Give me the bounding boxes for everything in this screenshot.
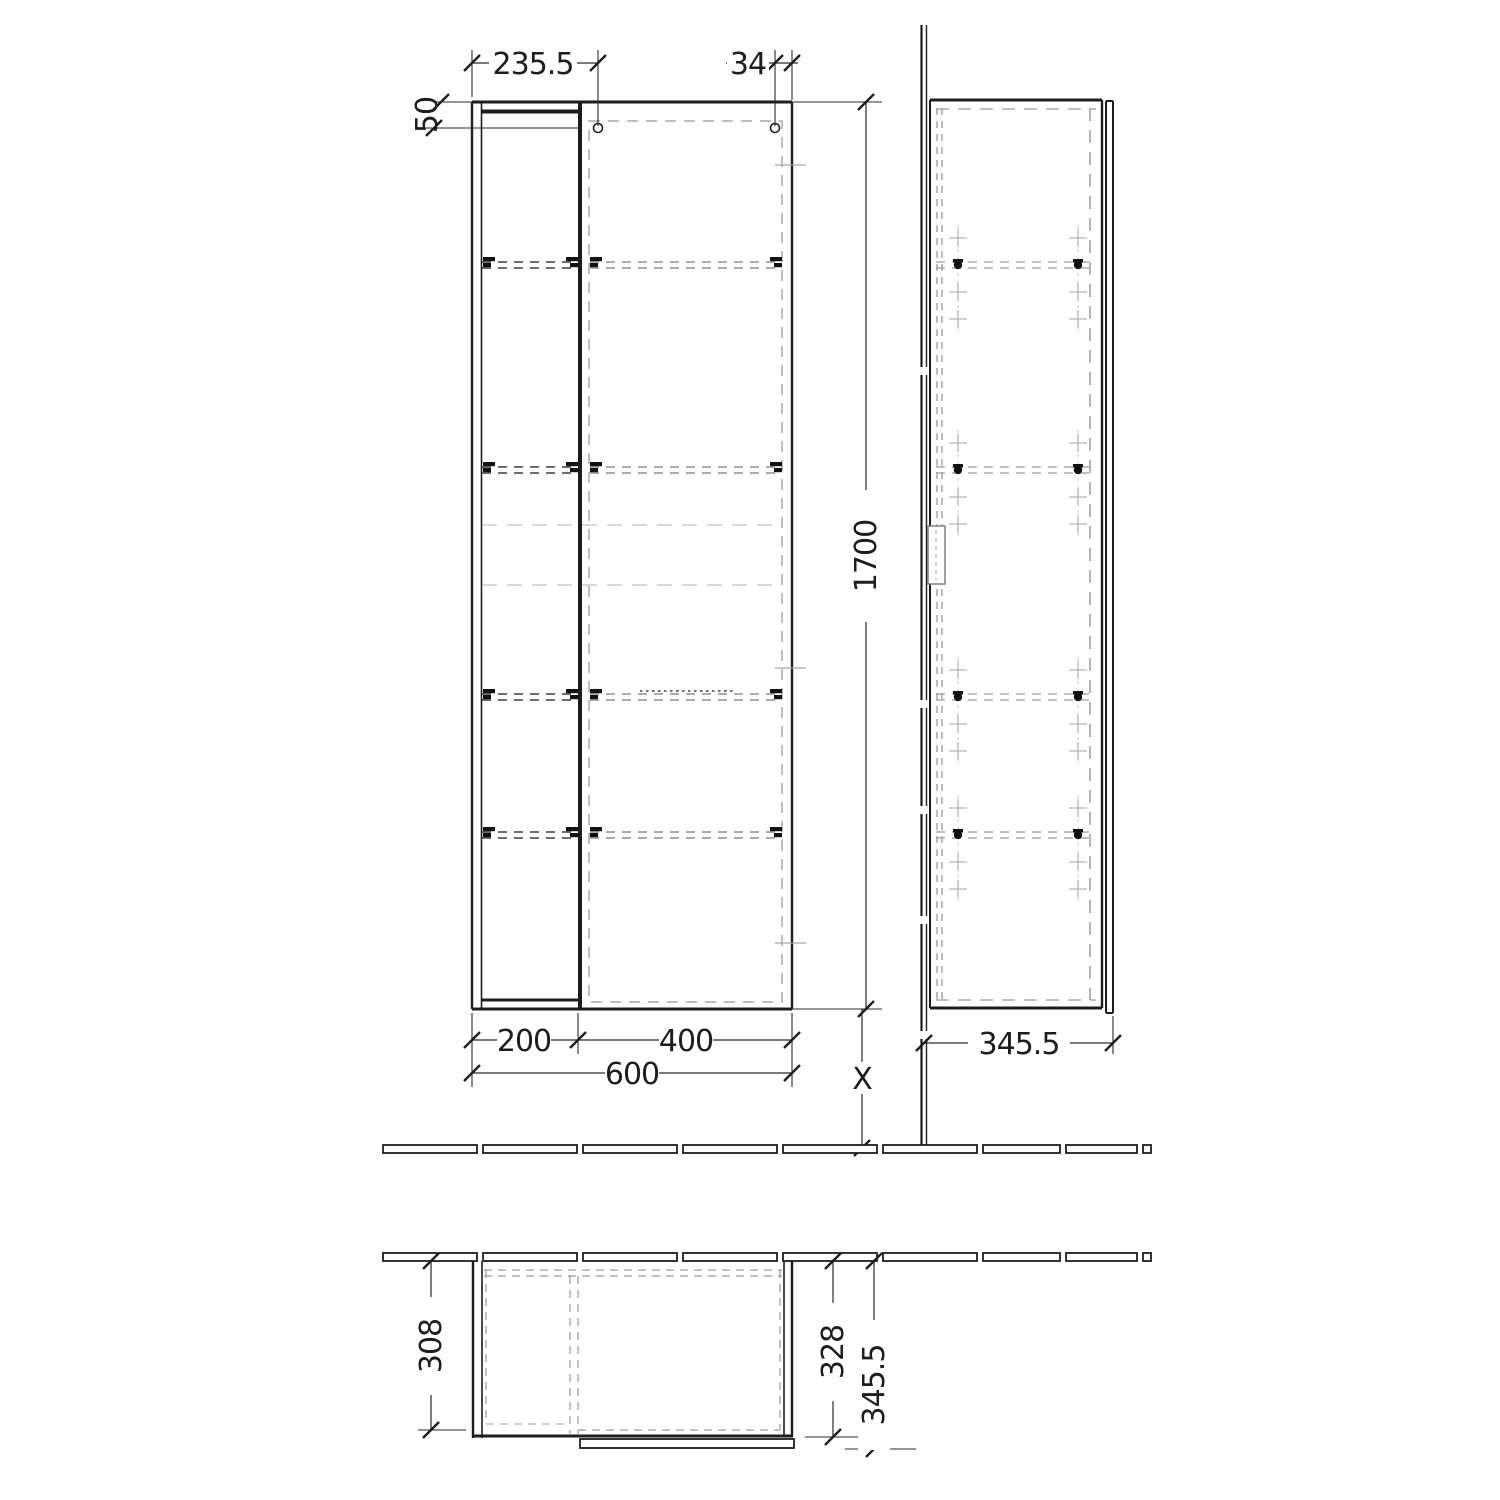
floor-segment xyxy=(983,1145,1060,1153)
front-shelves xyxy=(482,257,782,838)
wall-segment xyxy=(883,1253,977,1261)
floor-segment xyxy=(683,1145,777,1153)
dim-hole-offset-left-label: 235.5 xyxy=(492,47,574,82)
front-shelf-row xyxy=(482,827,782,838)
dim-hole-offset-right xyxy=(726,47,800,126)
plan-hidden-lines xyxy=(484,1270,782,1434)
dim-side-depth xyxy=(916,1016,1121,1062)
front-mounting-holes xyxy=(594,124,780,133)
floor-segment xyxy=(1066,1145,1137,1153)
dim-door-width-label: 400 xyxy=(658,1024,714,1059)
floor-segment xyxy=(483,1145,577,1153)
dim-plan-total-depth xyxy=(845,1253,916,1457)
side-wall-line xyxy=(922,25,927,1148)
dim-plan-carcass-depth-label: 328 xyxy=(816,1324,851,1380)
dim-plan-total-depth-label: 345.5 xyxy=(857,1344,892,1426)
floor-segment xyxy=(583,1145,677,1153)
dim-hole-offset-top xyxy=(410,94,581,136)
dim-hole-offset-right-label: 34 xyxy=(729,47,767,82)
front-alt-shelf-positions xyxy=(482,525,782,691)
front-cabinet-outline xyxy=(472,102,792,1009)
plan-door-panel xyxy=(580,1439,794,1448)
dim-hole-offset-left xyxy=(464,47,606,126)
plan-wall-line xyxy=(383,1253,1151,1261)
floor-segment xyxy=(383,1145,477,1153)
floor-segment xyxy=(783,1145,877,1153)
front-view xyxy=(472,102,806,1009)
wall-segment xyxy=(483,1253,577,1261)
floor-line xyxy=(383,1145,1151,1153)
plan-cabinet-outline xyxy=(472,1261,794,1448)
dim-plan-inner-depth xyxy=(414,1253,466,1438)
side-shelf-row xyxy=(936,657,1092,763)
front-shelf-row xyxy=(482,257,782,268)
wall-segment xyxy=(783,1253,877,1261)
dim-total-height xyxy=(792,94,884,1017)
dim-open-shelf-width-label: 200 xyxy=(496,1024,552,1059)
wall-segment xyxy=(683,1253,777,1261)
front-shelf-row xyxy=(482,689,782,700)
front-hinge-marks xyxy=(775,165,806,943)
plan-view xyxy=(383,1145,1151,1457)
wall-segment xyxy=(583,1253,677,1261)
wall-segment xyxy=(1066,1253,1137,1261)
dim-total-width-label: 600 xyxy=(604,1057,660,1092)
wall-mount-bracket xyxy=(928,526,945,584)
wall-segment xyxy=(983,1253,1060,1261)
side-shelf-row xyxy=(936,795,1092,901)
side-view xyxy=(916,25,1121,1148)
front-shelf-row xyxy=(482,462,782,473)
dim-total-height-label: 1700 xyxy=(849,519,884,593)
front-door-hidden-outline xyxy=(589,121,782,1002)
side-door-panel xyxy=(1106,101,1113,1013)
wall-segment xyxy=(383,1253,477,1261)
side-hidden-lines xyxy=(936,108,1096,1000)
dim-hole-offset-top-label: 50 xyxy=(410,96,445,134)
dim-floor-gap xyxy=(847,1009,877,1156)
side-shelf-row xyxy=(936,430,1092,536)
floor-segment xyxy=(1143,1145,1151,1153)
floor-segment xyxy=(883,1145,977,1153)
side-shelves xyxy=(936,225,1092,901)
wall-segment xyxy=(1143,1253,1151,1261)
dim-plan-inner-depth-label: 308 xyxy=(414,1318,449,1374)
dim-floor-gap-label: X xyxy=(852,1062,872,1097)
dim-side-depth-label: 345.5 xyxy=(978,1027,1060,1062)
side-shelf-row xyxy=(936,225,1092,331)
side-cabinet-outline xyxy=(930,100,1102,1008)
dim-widths xyxy=(464,1013,800,1092)
